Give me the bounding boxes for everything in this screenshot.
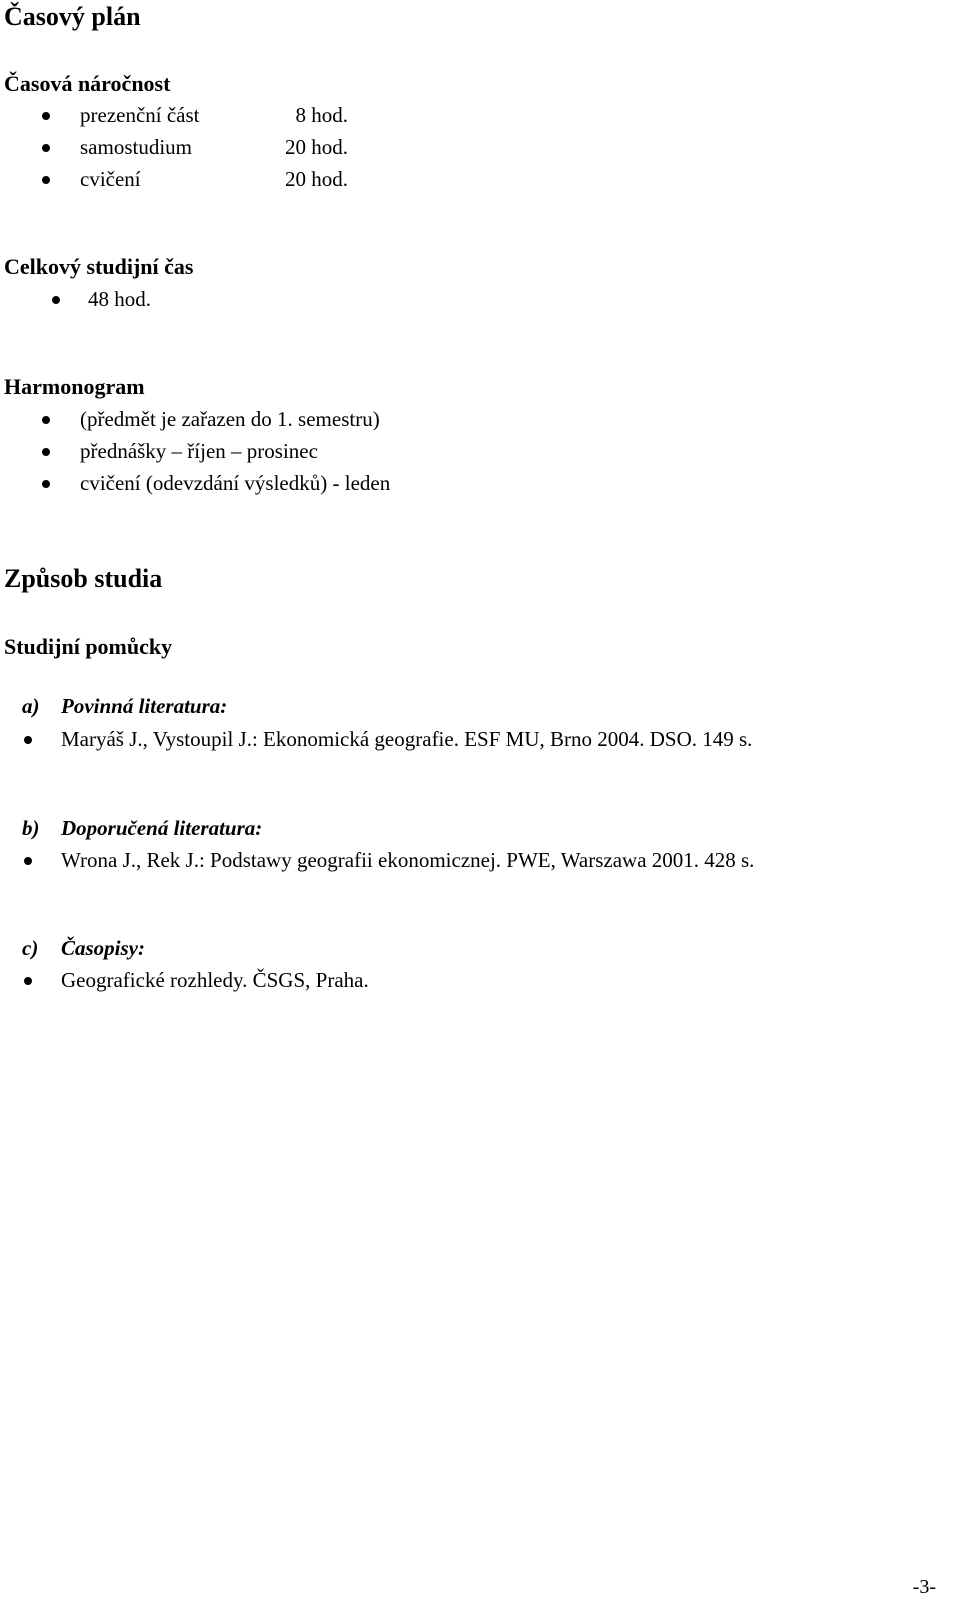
bullet-icon	[42, 416, 50, 424]
list-item-value: 8 hod.	[295, 103, 348, 127]
section-heading-zpusob-studia: Způsob studia	[4, 564, 163, 593]
section-heading-celkovy-cas: Celkový studijní čas	[4, 254, 194, 279]
page-number: -3-	[912, 1576, 936, 1598]
group-marker: b)	[22, 816, 40, 840]
bullet-icon	[24, 977, 32, 985]
group-title: Povinná literatura:	[61, 694, 228, 718]
list-item-label: Maryáš J., Vystoupil J.: Ekonomická geografie. ESF MU, Brno 2004. DSO. 149 s.	[61, 727, 753, 751]
list-item-label: prezenční část	[80, 103, 200, 127]
bullet-icon	[42, 448, 50, 456]
list-item-label: Wrona J., Rek J.: Podstawy geografii ekonomicznej. PWE, Warszawa 2001. 428 s.	[61, 848, 755, 872]
bullet-icon	[42, 480, 50, 488]
bullet-icon	[42, 144, 50, 152]
bullet-icon	[42, 112, 50, 120]
page-title: Časový plán	[4, 2, 141, 31]
bullet-icon	[24, 857, 32, 865]
section-heading-harmonogram: Harmonogram	[4, 374, 145, 399]
list-item-label: (předmět je zařazen do 1. semestru)	[80, 407, 380, 431]
subsection-heading-studijni-pomucky: Studijní pomůcky	[4, 634, 173, 659]
bullet-icon	[24, 736, 32, 744]
bullet-icon	[42, 176, 50, 184]
list-item-label: 48 hod.	[88, 287, 151, 311]
list-item-label: Geografické rozhledy. ČSGS, Praha.	[61, 968, 369, 992]
list-item-label: cvičení	[80, 167, 141, 191]
group-title: Časopisy:	[61, 936, 145, 960]
section-heading-casova-narocnost: Časová náročnost	[4, 71, 171, 96]
list-item-value: 20 hod.	[285, 167, 348, 191]
group-marker: c)	[22, 936, 39, 960]
list-item-label: přednášky – říjen – prosinec	[80, 439, 318, 463]
list-item-value: 20 hod.	[285, 135, 348, 159]
group-title: Doporučená literatura:	[61, 816, 263, 840]
group-marker: a)	[22, 694, 40, 718]
bullet-icon	[52, 296, 60, 304]
list-item-label: samostudium	[80, 135, 193, 159]
list-item-label: cvičení (odevzdání výsledků) - leden	[80, 471, 391, 495]
